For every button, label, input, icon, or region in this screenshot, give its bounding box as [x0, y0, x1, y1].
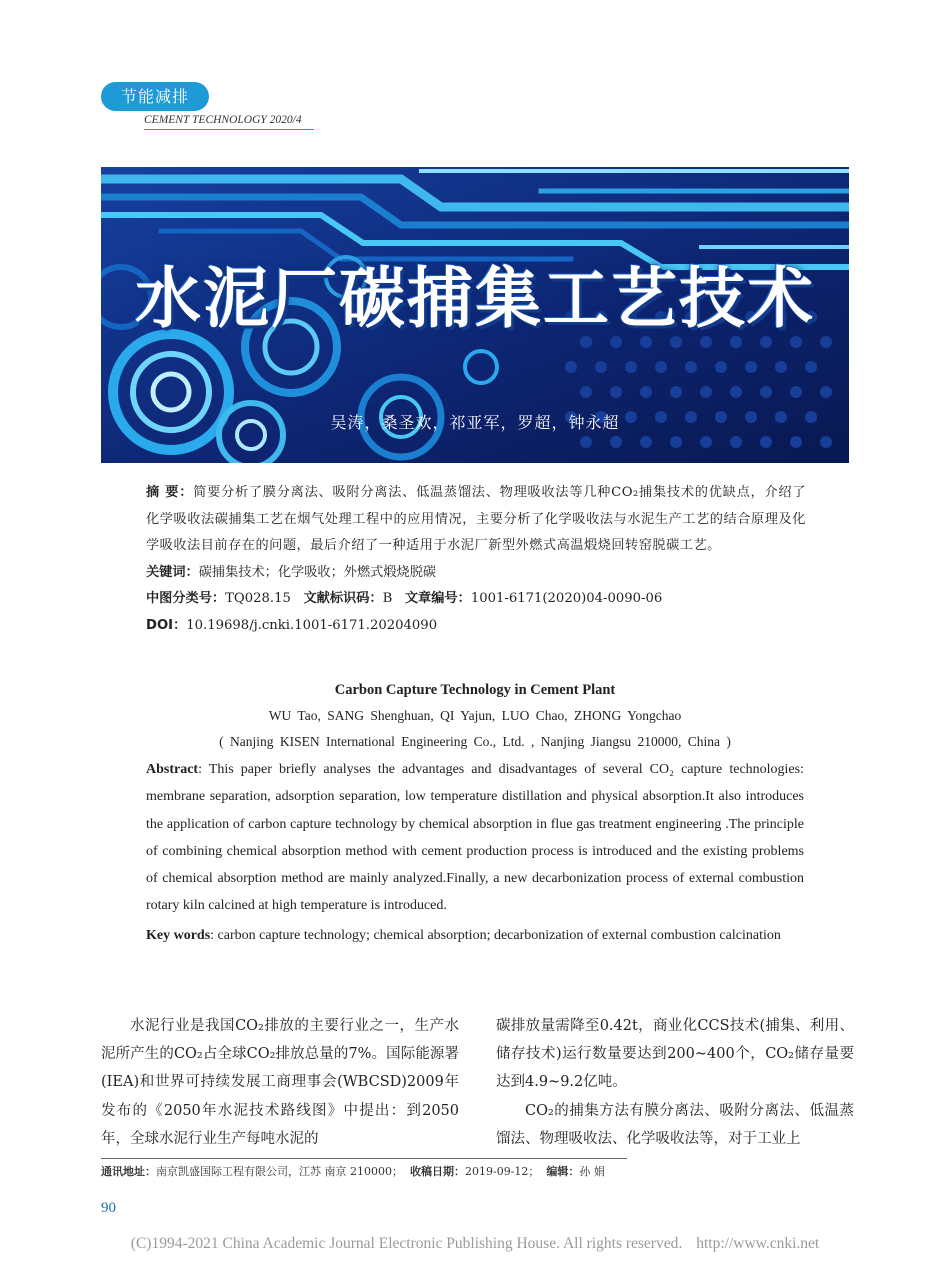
- chinese-abstract: [146, 480, 806, 639]
- english-affiliation: ( Nanjing KISEN International Engineering Co., Ltd. , Nanjing Jiangsu 210000, China ): [219, 734, 731, 749]
- clc-label: 中图分类号：: [146, 591, 226, 606]
- abstract-paragraph: [146, 480, 806, 560]
- doc-code-label: 文献标识码：: [303, 591, 383, 606]
- article-authors: 吴涛，桑圣欢，祁亚军，罗超，钟永超: [330, 413, 620, 432]
- body-paragraph: CO₂的捕集方法有膜分离法、吸附分离法、低温蒸馏法、物理吸收法、化学吸收法等，对于工业上: [496, 1102, 854, 1147]
- article-no-label: 文章编号：: [404, 591, 471, 606]
- doi-line: [146, 613, 806, 640]
- body-paragraph: 水泥行业是我国CO₂排放的主要行业之一，生产水泥所产生的CO₂占全球CO₂排放总量的7%。国际能源署(IEA)和世界可持续发展工商理事会(WBCSD)2009年发布的《2050年水泥技术路线图》中提出：到2050年，全球水泥行业生产每吨水泥的: [101, 1018, 459, 1147]
- body-column-right: [496, 1012, 854, 1153]
- abstract-label: 摘 要：: [146, 485, 194, 500]
- editor-label: 编辑：: [546, 1165, 580, 1178]
- doi-label: DOI：: [146, 617, 187, 633]
- english-authors: WU Tao, SANG Shenghuan, QI Yajun, LUO Chao, ZHONG Yongchao: [268, 708, 682, 723]
- title-banner: [101, 167, 849, 463]
- received-label: 收稿日期：: [409, 1165, 465, 1178]
- page-number: 90: [101, 1200, 116, 1216]
- body-column-left: [101, 1012, 459, 1153]
- keywords-text: 碳捕集技术；化学吸收；外燃式煅烧脱碳: [198, 564, 437, 580]
- editor-value: 孙 娟: [579, 1165, 605, 1178]
- address-value: 南京凯盛国际工程有限公司，江苏 南京 210000；: [156, 1165, 403, 1178]
- abstract-text: 简要分析了膜分离法、吸附分离法、低温蒸馏法、物理吸收法等几种CO₂捕集技术的优缺点，介绍了化学吸收法碳捕集工艺在烟气处理工程中的应用情况，主要分析了化学吸收法与水泥生产工艺的结合原理及化学吸收法目前存在的问题，最后介绍了一种适用于水泥厂新型外燃式高温煅烧回转窑脱碳工艺。: [146, 485, 807, 553]
- keywords-label: 关键词：: [146, 564, 199, 580]
- english-abstract-label: Abstract: [146, 762, 199, 777]
- article-title: 水泥厂碳捕集工艺技术: [135, 260, 815, 337]
- journal-name: CEMENT TECHNOLOGY 2020/4: [144, 114, 314, 130]
- copyright-text: (C)1994-2021 China Academic Journal Electronic Publishing House. All rights reserved.: [130, 1235, 683, 1252]
- clc-value: TQ028.15: [225, 591, 291, 606]
- english-keywords-label: Key words: [146, 927, 211, 943]
- keywords-line: [146, 560, 806, 587]
- english-keywords-text: : carbon capture technology; chemical absorption; decarbonization of external combustion calcination: [210, 927, 781, 943]
- english-title: Carbon Capture Technology in Cement Plant: [334, 682, 616, 698]
- copyright-watermark: [0, 1235, 950, 1253]
- section-tag: 节能减排: [101, 82, 209, 111]
- doi-value: 10.19698/j.cnki.1001-6171.20204090: [186, 617, 438, 633]
- received-value: 2019-09-12；: [464, 1165, 540, 1178]
- copyright-url[interactable]: http://www.cnki.net: [696, 1235, 820, 1252]
- article-no-value: 1001-6171(2020)04-0090-06: [470, 591, 663, 606]
- body-paragraph: 碳排放量需降至0.42t，商业化CCS技术(捕集、利用、储存技术)运行数量要达到200~400个，CO₂储存量要达到4.9~9.2亿吨。: [496, 1018, 854, 1091]
- footnote-divider: [101, 1158, 627, 1159]
- classification-line: [146, 586, 806, 613]
- english-abstract-text: : This paper briefly analyses the advantages and disadvantages of several CO₂ capture technologies: membrane separation, adsorption separation, low temperature distillation and physical absorption.It also introduces the application of carbon capture technology by chemical absorption in flue gas treatment engineering .The principle of combining chemical absorption method with cement production process is introduced and the existing problems of chemical absorption method are mainly analyzed.Finally, a new decarbonization process of external combustion rotary kiln calcined at high temperature is introduced.: [146, 762, 804, 914]
- address-label: 通讯地址：: [101, 1165, 156, 1178]
- footnote: [101, 1164, 801, 1180]
- doc-code-value: B: [382, 591, 393, 606]
- english-keywords: [146, 922, 804, 949]
- english-abstract-paragraph: [146, 756, 804, 920]
- english-abstract: [146, 678, 804, 949]
